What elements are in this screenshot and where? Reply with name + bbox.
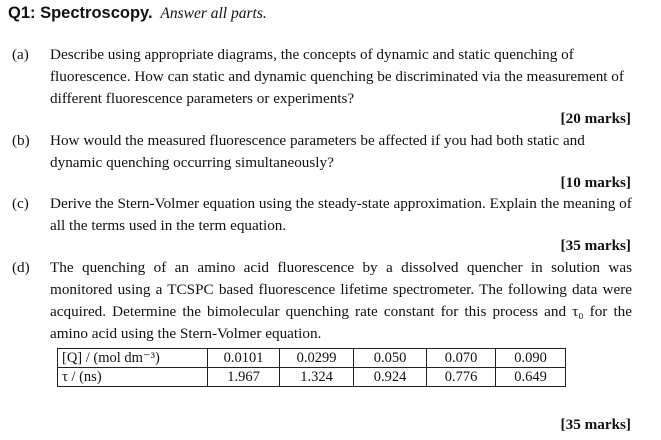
part-a-label: (a)	[12, 46, 29, 63]
quencher-concentration-header: [Q] / (mol dm⁻³)	[58, 349, 208, 368]
table-row	[58, 349, 566, 368]
table-row	[58, 368, 566, 387]
part-a-marks: [20 marks]	[560, 110, 631, 127]
part-b-marks: [10 marks]	[560, 174, 631, 191]
table-cell: 1.967	[208, 368, 280, 387]
part-d-text: The quenching of an amino acid fluorescence by a dissolved quencher in solution was monitored using a TCSPC based fluorescence lifetime spectrometer. The following data were acquired. Determine the bimolecular quenching rate constant for this process and τ₀ for the amino acid using the Stern-Volmer equation.	[50, 259, 632, 342]
part-c-label: (c)	[12, 195, 29, 212]
question-instruction: Answer all parts.	[160, 5, 267, 22]
part-d-marks: [35 marks]	[560, 416, 631, 433]
table-cell: 0.070	[427, 349, 496, 368]
table-cell: 0.090	[496, 349, 566, 368]
table-cell: 0.0101	[208, 349, 280, 368]
table-cell: 1.324	[280, 368, 354, 387]
part-c-text: Derive the Stern-Volmer equation using the steady-state approximation. Explain the meaning of all the terms used in the term equation.	[50, 195, 632, 234]
table-cell: 0.776	[427, 368, 496, 387]
quenching-data-table	[57, 348, 566, 387]
part-b-text: How would the measured fluorescence parameters be affected if you had both static and dynamic quenching occurring simultaneously?	[50, 132, 585, 171]
table-cell: 0.050	[354, 349, 427, 368]
question-heading	[8, 4, 267, 23]
table-cell: 0.649	[496, 368, 566, 387]
part-a-text: Describe using appropriate diagrams, the concepts of dynamic and static quenching of fluorescence. How can static and dynamic quenching be discriminated via the measurement of different fluorescence parameters or experiments?	[50, 46, 624, 107]
table-cell: 0.924	[354, 368, 427, 387]
question-number-title: Q1: Spectroscopy.	[8, 4, 153, 22]
lifetime-header: τ / (ns)	[58, 368, 208, 387]
table-cell: 0.0299	[280, 349, 354, 368]
part-c-marks: [35 marks]	[560, 237, 631, 254]
part-b-label: (b)	[12, 132, 30, 149]
part-d-label: (d)	[12, 259, 30, 276]
